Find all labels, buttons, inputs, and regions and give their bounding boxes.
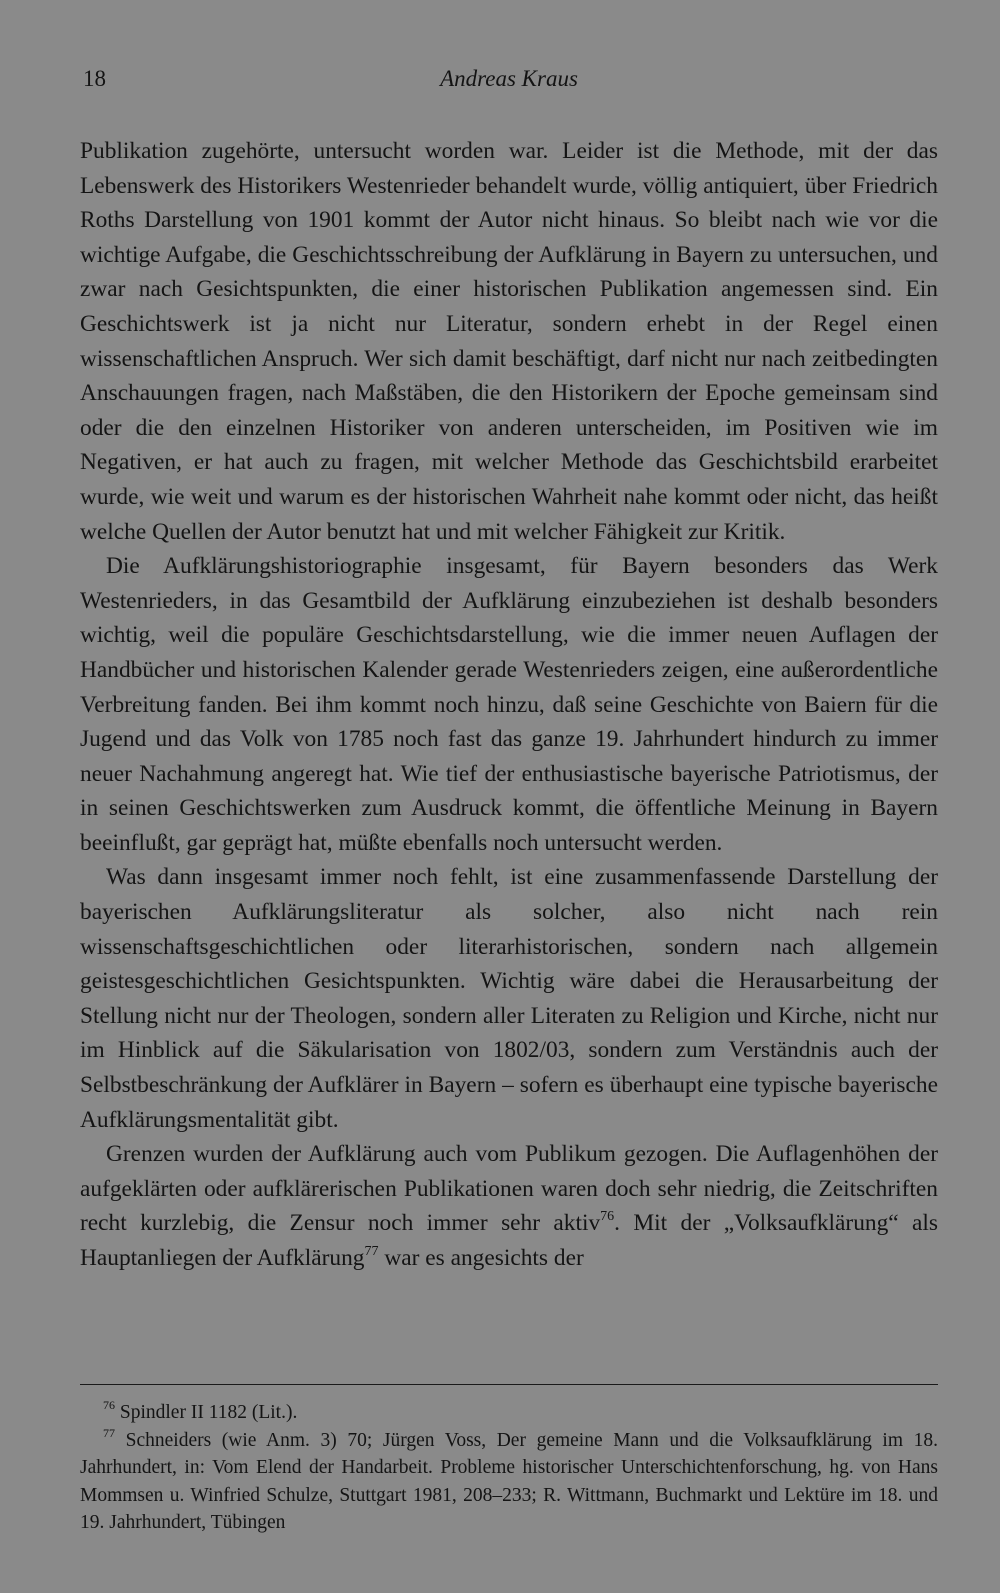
- paragraph-1: Publikation zugehörte, untersucht worden war. Leider ist die Methode, mit der das Lebenswerk des Historikers Westenrieder behandelt wurde, völlig antiquiert, über Friedrich Roths Darstellung von 1901 kommt der Autor nicht hinaus. So bleibt nach wie vor die wichtige Aufgabe, die Geschichtsschreibung der Aufklärung in Bayern zu untersuchen, und zwar nach Gesichtspunkten, die einer historischen Publikation angemessen sind. Ein Geschichtswerk ist ja nicht nur Literatur, sondern erhebt in der Regel einen wissenschaftlichen Anspruch. Wer sich damit beschäftigt, darf nicht nur nach zeitbedingten Anschauungen fragen, nach Maßstäben, die den Historikern der Epoche gemeinsam sind oder die den einzelnen Historiker von anderen unterscheiden, im Positiven wie im Negativen, er hat auch zu fragen, mit welcher Methode das Geschichtsbild erarbeitet wurde, wie weit und warum es der historischen Wahrheit nahe kommt oder nicht, das heißt welche Quellen der Autor benutzt hat und mit welcher Fähigkeit zur Kritik.: [80, 138, 938, 545]
- paragraph-4-text-end: war es angesichts der: [378, 1245, 584, 1271]
- footnote-76: [80, 1399, 938, 1427]
- footnote-77: [80, 1427, 938, 1537]
- footnotes: [80, 1399, 938, 1537]
- paragraph-4-text-start: Grenzen wurden der Aufklärung auch vom Publikum gezogen. Die Auflagenhöhen der aufgeklärten oder aufklärerischen Publikationen waren doch sehr niedrig, die Zeitschriften recht kurzlebig, die Zensur noch immer sehr aktiv: [80, 1141, 938, 1237]
- footnote-text: Spindler II 1182 (Lit.).: [119, 1402, 298, 1423]
- paragraph-3: Was dann insgesamt immer noch fehlt, ist eine zusammenfassende Darstellung der bayerischen Aufklärungsliteratur als solcher, also nicht nach rein wissenschaftsgeschichtlichen oder literarhistorischen, sondern nach allgemein geistesgeschichtlichen Gesichtspunkten. Wichtig wäre dabei die Herausarbeitung der Stellung nicht nur der Theologen, sondern aller Literaten zu Religion und Kirche, nicht nur im Hinblick auf die Säkularisation von 1802/03, sondern zum Verständnis auch der Selbstbeschränkung der Aufklärer in Bayern – sofern es überhaupt eine typische bayerische Aufklärungsmentalität gibt.: [80, 864, 938, 1133]
- footnote-ref-77: 77: [364, 1244, 379, 1259]
- footnote-text: Schneiders (wie Anm. 3) 70; Jürgen Voss, Der gemeine Mann und die Volksaufklärung im 18. Jahrhundert, in: Vom Elend der Handarbeit. Probleme historischer Unterschichtenforschung, hg. von Hans Mommsen u. Winfried Schulze, Stuttgart 1981, 208–233; R. Wittmann, Buchmarkt und Lektüre im 18. und 19. Jahrhundert, Tübingen: [80, 1429, 939, 1533]
- paragraph-2: Die Aufklärungshistoriographie insgesamt, für Bayern besonders das Werk Westenrieders, in das Gesamtbild der Aufklärung einzubeziehen ist deshalb besonders wichtig, weil die populäre Geschichtsdarstellung, wie die immer neuen Auflagen der Handbücher und historischen Kalender gerade Westenrieders zeigen, eine außerordentliche Verbreitung fanden. Bei ihm kommt noch hinzu, daß seine Geschichte von Baiern für die Jugend und das Volk von 1785 noch fast das ganze 19. Jahrhundert hindurch zu immer neuer Nachahmung angeregt hat. Wie tief der enthusiastische bayerische Patriotismus, der in seinen Geschichtswerken zum Ausdruck kommt, die öffentliche Meinung in Bayern beeinflußt, gar geprägt hat, müßte ebenfalls noch untersucht werden.: [80, 553, 938, 856]
- page-header: [75, 62, 943, 96]
- footnote-number: 76: [103, 1398, 115, 1412]
- body-text: [80, 134, 938, 1276]
- footnote-separator: [80, 1384, 938, 1385]
- footnote-number: 77: [103, 1425, 115, 1440]
- running-head: Andreas Kraus: [440, 66, 578, 91]
- book-page: [75, 62, 943, 1562]
- page-number: 18: [83, 66, 106, 91]
- paragraph-4: [80, 1137, 938, 1275]
- paragraph-4-text-middle: . Mit der „Volksaufklärung“ als Hauptanliegen der Aufklärung: [80, 1210, 938, 1271]
- footnote-ref-76: 76: [600, 1209, 615, 1225]
